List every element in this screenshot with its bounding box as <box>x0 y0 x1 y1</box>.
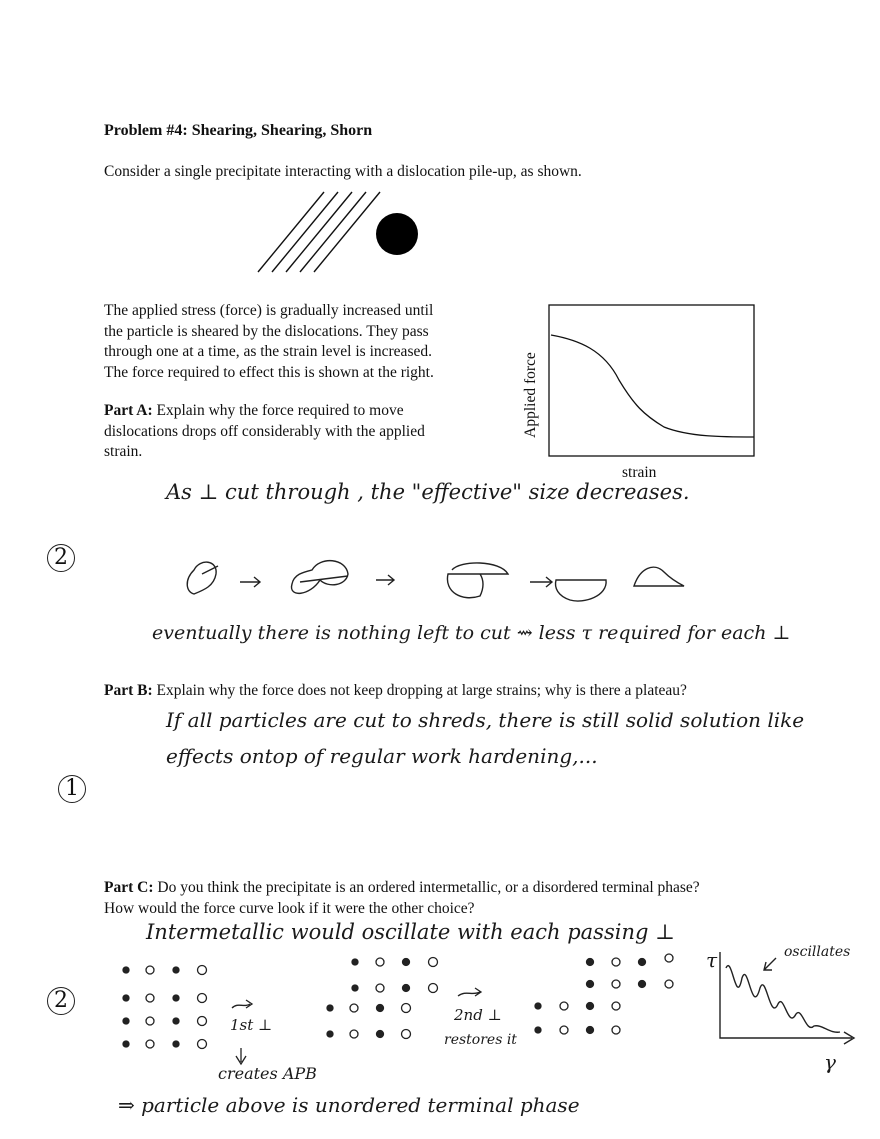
gamma-label: γ <box>824 1050 836 1074</box>
part-b-answer-1: If all particles are cut to shreds, there is still solid solution like <box>166 708 805 732</box>
oscillates-label: oscillates <box>784 944 851 960</box>
part-c-conclusion: ⇒ particle above is unordered terminal phase <box>118 1093 580 1117</box>
part-b-score: 1 <box>58 775 86 803</box>
precipitate-particle <box>376 213 418 255</box>
plot-xlabel: strain <box>622 464 657 481</box>
force-curve <box>551 335 754 437</box>
intro-text: Consider a single precipitate interacting with a dislocation pile-up, as shown. <box>104 163 582 180</box>
paragraph-line: through one at a time, as the strain level is increased. <box>104 343 432 360</box>
step-2-label: 2nd ⊥ <box>454 1006 502 1024</box>
part-b-text: Explain why the force does not keep dropping at large strains; why is there a plateau? <box>152 682 687 699</box>
part-b-answer-2: effects ontop of regular work hardening,... <box>166 744 598 768</box>
part-a-question <box>104 401 484 463</box>
oscillating-force-sketch <box>714 948 864 1048</box>
part-a-label: Part A: <box>104 402 153 419</box>
part-a-line: Explain why the force required to move <box>152 402 404 419</box>
part-a-line: strain. <box>104 443 143 460</box>
creates-apb-label: creates APB <box>218 1064 317 1083</box>
part-a-score: 2 <box>47 544 75 572</box>
part-a-answer-1: As ⊥ cut through , the "effective" size decreases. <box>166 480 690 504</box>
part-b-question <box>104 681 687 702</box>
part-c-label: Part C: <box>104 879 154 896</box>
part-c-answer-1: Intermetallic would oscillate with each passing ⊥ <box>146 920 675 944</box>
part-c-text-1: Do you think the precipitate is an ordered intermetallic, or a disordered terminal phase? <box>153 879 700 896</box>
part-c-text-2: How would the force curve look if it were the other choice? <box>104 899 475 917</box>
description-paragraph <box>104 301 484 383</box>
problem-title: Problem #4: Shearing, Shearing, Shorn <box>104 122 373 139</box>
paragraph-line: The applied stress (force) is gradually increased until <box>104 302 434 319</box>
part-b-label: Part B: <box>104 682 153 699</box>
part-c-score: 2 <box>47 987 75 1015</box>
part-c-question <box>104 878 864 919</box>
particle-shearing-sketch <box>180 552 700 612</box>
step-1-label: 1st ⊥ <box>230 1016 273 1034</box>
restores-label: restores it <box>444 1032 517 1048</box>
part-a-line: dislocations drops off considerably with the applied <box>104 422 425 440</box>
tau-label: τ <box>706 948 718 972</box>
pileup-figure <box>250 188 430 278</box>
paragraph-line: The force required to effect this is shown at the right. <box>104 363 434 381</box>
part-a-answer-2: eventually there is nothing left to cut ⇝ less τ required for each ⊥ <box>152 622 791 644</box>
plot-ylabel: Applied force <box>522 352 539 438</box>
ordered-lattice-sketches <box>118 956 678 1056</box>
force-strain-plot <box>549 305 755 457</box>
paragraph-line: the particle is sheared by the dislocations. They pass <box>104 322 429 340</box>
